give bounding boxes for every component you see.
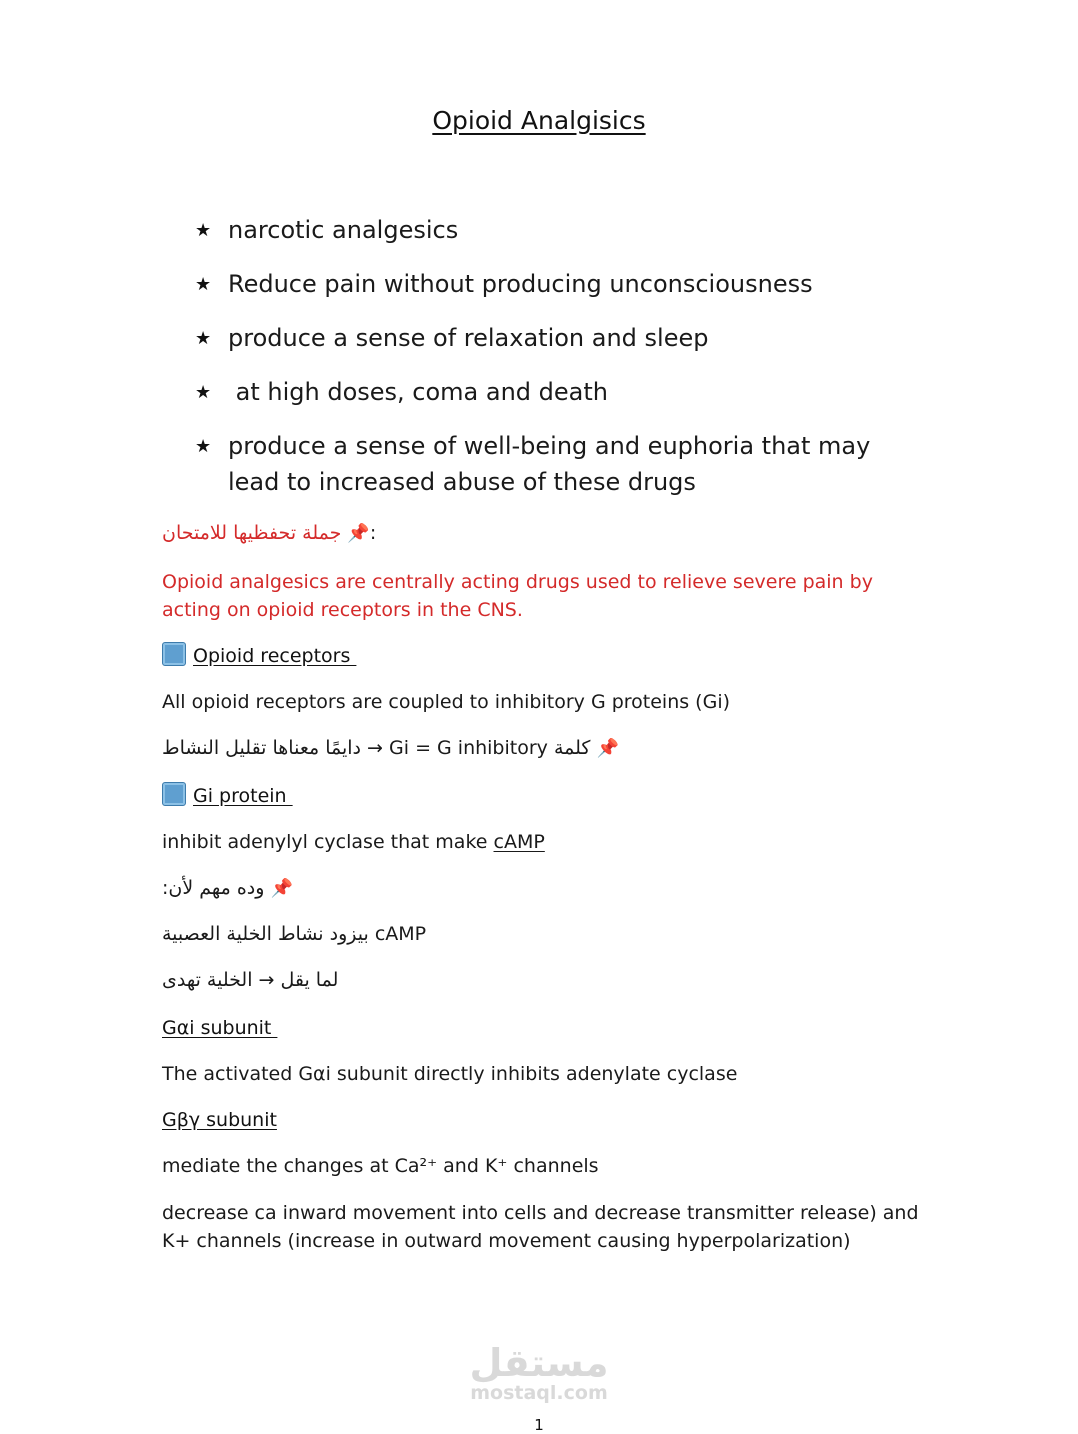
- heading-text: Gi protein: [193, 785, 293, 807]
- arabic-note: [162, 874, 922, 903]
- section-heading-gbeta: [162, 1106, 922, 1134]
- list-item: [195, 374, 925, 410]
- blue-square-icon: [162, 642, 186, 666]
- bullet-text: produce a sense of well-being and euphoria that may lead to increased abuse of these drugs: [228, 432, 871, 496]
- heading-text: Opioid receptors: [193, 645, 357, 667]
- star-bullet-icon: ★: [195, 220, 212, 241]
- arabic-line: [162, 966, 922, 994]
- text: inhibit adenylyl cyclase that make: [162, 831, 494, 853]
- star-bullet-icon: ★: [195, 274, 212, 295]
- watermark-logo: [0, 1343, 1078, 1403]
- bullet-text: produce a sense of relaxation and sleep: [228, 324, 709, 352]
- watermark-arabic: مستقل: [469, 1341, 609, 1385]
- paragraph: [162, 828, 922, 856]
- star-bullet-icon: ★: [195, 328, 212, 349]
- paragraph: decrease ca inward movement into cells and decrease transmitter release) and K+ channels (increase in outward movement causing hyperpolarization): [162, 1202, 919, 1252]
- bullet-list: [195, 212, 925, 518]
- star-bullet-icon: ★: [195, 382, 212, 403]
- blue-square-icon: [162, 782, 186, 806]
- bullet-text: narcotic analgesics: [228, 216, 459, 244]
- exam-note-text: جملة تحفظيها للامتحان: [162, 522, 342, 544]
- list-item: [195, 320, 925, 356]
- text: cAMP بيزود نشاط الخلية العصبية: [162, 923, 427, 945]
- paragraph: The activated Gαi subunit directly inhibits adenylate cyclase: [162, 1063, 738, 1085]
- text: لما يقل → الخلية تهدى: [162, 969, 339, 991]
- colon: :: [369, 522, 377, 544]
- pushpin-icon: 📌: [347, 523, 370, 544]
- watermark-latin: mostaql.com: [470, 1382, 608, 1404]
- exam-sentence: Opioid analgesics are centrally acting drugs used to relieve severe pain by acting on opioid receptors in the CNS.: [162, 571, 873, 621]
- star-bullet-icon: ★: [195, 436, 212, 457]
- paragraph: All opioid receptors are coupled to inhibitory G proteins (Gi): [162, 691, 731, 713]
- pushpin-icon: 📌: [596, 738, 619, 759]
- page-title: Opioid Analgisics: [432, 106, 646, 135]
- page-number: 1: [534, 1416, 544, 1434]
- section-heading-opioid-receptors: [162, 642, 922, 670]
- arabic-note: [162, 734, 922, 763]
- pushpin-icon: 📌: [270, 878, 293, 899]
- arabic-line: [162, 920, 922, 948]
- note-text: وده مهم لأن:: [162, 877, 265, 899]
- note-text: كلمة Gi = G inhibitory → دايمًا معناها تقليل النشاط: [162, 737, 591, 759]
- list-item: [195, 212, 925, 248]
- camp-term: cAMP: [493, 831, 545, 853]
- exam-note-label: [162, 519, 922, 548]
- bullet-text: Reduce pain without producing unconsciousness: [228, 270, 813, 298]
- section-heading-galpha: [162, 1014, 922, 1042]
- list-item: [195, 428, 925, 500]
- section-heading-gi-protein: [162, 782, 922, 810]
- bullet-text: at high doses, coma and death: [228, 378, 608, 406]
- heading-text: Gαi subunit: [162, 1017, 278, 1039]
- heading-text: Gβγ subunit: [162, 1109, 277, 1131]
- paragraph: mediate the changes at Ca²⁺ and K⁺ channels: [162, 1155, 599, 1177]
- list-item: [195, 266, 925, 302]
